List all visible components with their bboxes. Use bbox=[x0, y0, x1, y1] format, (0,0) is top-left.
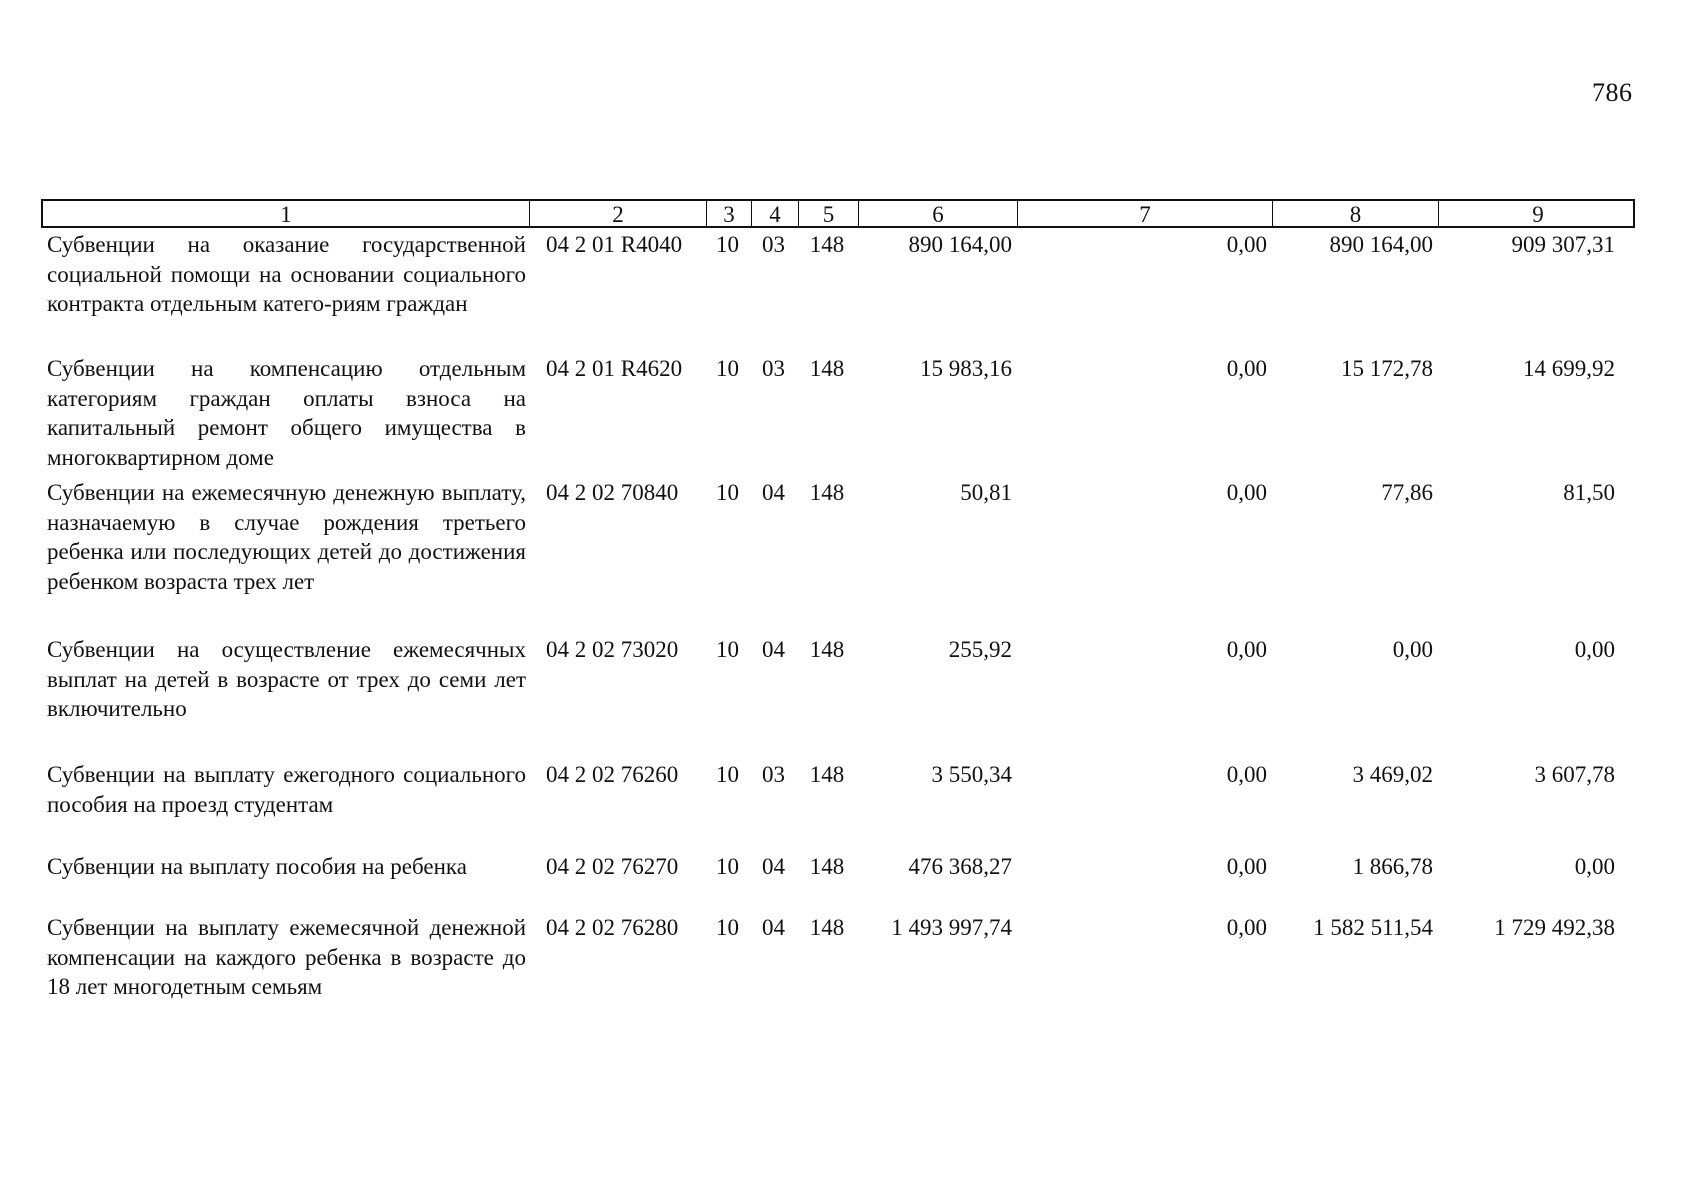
row-col-6: 1 493 997,74 bbox=[891, 915, 1012, 940]
row-col-9: 81,50 bbox=[1563, 480, 1615, 505]
table-row bbox=[41, 913, 1635, 1002]
row-code: 04 2 01 R4040 bbox=[546, 232, 683, 257]
row-col-7: 0,00 bbox=[1226, 762, 1267, 787]
row-col-8: 890 164,00 bbox=[1329, 232, 1433, 257]
row-name: Субвенции на ежемесячную денежную выплату, назначаемую в случае рождения третьего ребенка или последующих детей до достижения ребенком возраста трех лет bbox=[47, 480, 526, 594]
row-code: 04 2 02 76260 bbox=[546, 762, 679, 787]
row-col-9: 14 699,92 bbox=[1523, 356, 1615, 381]
row-col-6: 3 550,34 bbox=[931, 762, 1012, 787]
row-name: Субвенции на оказание государственной социальной помощи на основании социального контракта отдельным катего-риям граждан bbox=[47, 232, 526, 316]
row-col-4: 04 bbox=[762, 480, 785, 505]
row-col-7: 0,00 bbox=[1226, 232, 1267, 257]
page-number: 786 bbox=[1592, 78, 1633, 107]
row-col-4: 03 bbox=[762, 762, 785, 787]
table-row bbox=[41, 354, 1635, 472]
header-col-1: 1 bbox=[43, 201, 530, 228]
row-col-9: 3 607,78 bbox=[1534, 762, 1615, 787]
row-col-8: 15 172,78 bbox=[1341, 356, 1433, 381]
row-col-9: 1 729 492,38 bbox=[1494, 915, 1615, 940]
table-row bbox=[41, 635, 1635, 724]
row-col-8: 77,86 bbox=[1381, 480, 1433, 505]
header-col-9: 9 bbox=[1532, 202, 1544, 227]
row-col-6: 50,81 bbox=[960, 480, 1012, 505]
row-col-9: 0,00 bbox=[1574, 637, 1615, 662]
row-col-6: 15 983,16 bbox=[920, 356, 1012, 381]
row-code: 04 2 01 R4620 bbox=[546, 356, 683, 381]
table-row bbox=[41, 478, 1635, 596]
row-col-8: 3 469,02 bbox=[1352, 762, 1433, 787]
table-row bbox=[41, 760, 1635, 819]
row-col-5: 148 bbox=[809, 356, 845, 381]
header-col-4: 4 bbox=[752, 201, 799, 228]
row-name: Субвенции на компенсацию отдельным категориям граждан оплаты взноса на капитальный ремонт общего имущества в многоквартирном доме bbox=[47, 356, 526, 470]
row-code: 04 2 02 73020 bbox=[546, 637, 679, 662]
row-col-7: 0,00 bbox=[1226, 480, 1267, 505]
header-col-6: 6 bbox=[859, 201, 1018, 228]
row-col-3: 10 bbox=[716, 232, 739, 257]
row-col-8: 1 582 511,54 bbox=[1313, 915, 1433, 940]
header-col-5: 5 bbox=[799, 201, 859, 228]
header-col-7: 7 bbox=[1018, 201, 1273, 228]
table-header-row bbox=[41, 199, 1635, 228]
header-col-2: 2 bbox=[530, 201, 707, 228]
header-col-8: 8 bbox=[1273, 201, 1439, 228]
row-col-9: 909 307,31 bbox=[1511, 232, 1615, 257]
row-col-8: 0,00 bbox=[1392, 637, 1433, 662]
row-col-7: 0,00 bbox=[1226, 854, 1267, 879]
row-col-6: 255,92 bbox=[948, 637, 1012, 662]
row-name: Субвенции на осуществление ежемесячных выплат на детей в возрасте от трех до семи лет включительно bbox=[47, 637, 526, 721]
header-col-3: 3 bbox=[707, 201, 752, 228]
table-row bbox=[41, 852, 1635, 882]
row-col-3: 10 bbox=[716, 854, 739, 879]
row-name: Субвенции на выплату ежегодного социального пособия на проезд студентам bbox=[47, 762, 526, 817]
row-col-8: 1 866,78 bbox=[1352, 854, 1433, 879]
row-col-3: 10 bbox=[716, 356, 739, 381]
row-col-4: 04 bbox=[762, 915, 785, 940]
row-col-3: 10 bbox=[716, 480, 739, 505]
row-col-3: 10 bbox=[716, 915, 739, 940]
row-col-6: 476 368,27 bbox=[908, 854, 1012, 879]
row-col-7: 0,00 bbox=[1226, 915, 1267, 940]
row-col-5: 148 bbox=[809, 854, 845, 879]
row-col-5: 148 bbox=[809, 915, 845, 940]
row-name: Субвенции на выплату ежемесячной денежной компенсации на каждого ребенка в возрасте до 18 лет многодетным семьям bbox=[47, 915, 526, 999]
row-col-9: 0,00 bbox=[1574, 854, 1615, 879]
table-row bbox=[41, 230, 1635, 319]
row-code: 04 2 02 70840 bbox=[546, 480, 679, 505]
row-col-4: 04 bbox=[762, 637, 785, 662]
row-col-5: 148 bbox=[809, 637, 845, 662]
row-col-4: 03 bbox=[762, 232, 785, 257]
row-col-4: 04 bbox=[762, 854, 785, 879]
budget-table bbox=[41, 199, 1635, 999]
row-col-6: 890 164,00 bbox=[908, 232, 1012, 257]
row-name: Субвенции на выплату пособия на ребенка bbox=[47, 854, 467, 879]
row-col-4: 03 bbox=[762, 356, 785, 381]
row-code: 04 2 02 76280 bbox=[546, 915, 679, 940]
row-col-7: 0,00 bbox=[1226, 637, 1267, 662]
row-code: 04 2 02 76270 bbox=[546, 854, 679, 879]
row-col-5: 148 bbox=[809, 480, 845, 505]
row-col-5: 148 bbox=[809, 232, 845, 257]
row-col-7: 0,00 bbox=[1226, 356, 1267, 381]
row-col-5: 148 bbox=[809, 762, 845, 787]
row-col-3: 10 bbox=[716, 762, 739, 787]
row-col-3: 10 bbox=[716, 637, 739, 662]
